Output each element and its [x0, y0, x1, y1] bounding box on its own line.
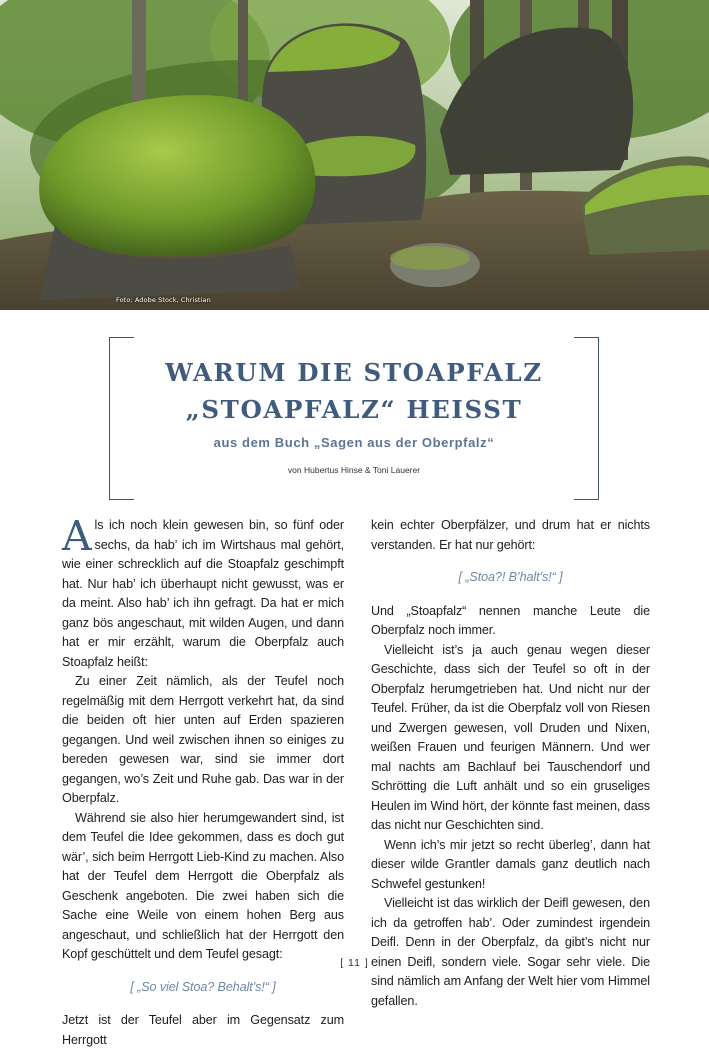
header-photo — [0, 0, 709, 310]
forest-rocks-illustration — [0, 0, 709, 310]
paragraph: Und „Stoapfalz“ nennen manche Leute die Oberpfalz noch immer. — [371, 603, 650, 637]
paragraph: Vielleicht ist’s ja auch genau wegen dieser Geschichte, dass sich der Teufel so oft in der Oberpfalz herumgetrieben hat. Und nicht nur der Teufel. Früher, da ist die Oberpfalz voll von Riesen und Zwergen gewesen, voll Druden und Nixen, weißen Frauen und feurigen Männern. Und wer mal nachts am Bachlauf bei Tauschendorf und Schrötting die Luft anhält und so ein gruseliges Heulen im Wind hört, der könnte fast meinen, dass das nicht nur Geschichten sind. — [371, 642, 650, 832]
paragraph: Wenn ich’s mir jetzt so recht überleg’, dann hat dieser wilde Grantler damals ganz deutlich nach Schwefel gestunken! — [371, 837, 650, 891]
paragraph: Zu einer Zeit nämlich, als der Teufel noch regelmäßig mit dem Herrgott verkehrt hat, da sind die beiden oft hier unten auf Erden spazieren gegangen. Und weil zwischen ihnen so einiges zu bereden gewesen war, sind sie immer dort gegangen, wo’s Zeit und Ruhe gab. Das war in der Oberpfalz. — [62, 674, 344, 805]
article-authors: von Hubertus Hinse & Toni Lauerer — [287, 465, 421, 475]
quote: [ „Stoa?! B’halt’s!“ ] — [458, 570, 563, 584]
page-number: [ 11 ] — [340, 957, 369, 969]
right-column — [371, 516, 650, 1011]
paragraph: kein echter Oberpfälzer, und drum hat er nichts verstanden. Er hat nur gehört: — [371, 518, 650, 552]
paragraph: Jetzt ist der Teufel aber im Gegensatz zum Herrgott — [62, 1013, 344, 1047]
paragraph — [62, 512, 344, 672]
frame-gap-top — [134, 332, 574, 344]
drop-cap: A — [62, 512, 92, 560]
article-title-line-2: „STOAPFALZ“ HEISST — [185, 395, 523, 424]
article-title-line-1: WARUM DIE STOAPFALZ — [165, 358, 543, 387]
paragraph: Vielleicht ist das wirklich der Deifl gewesen, den ich da getroffen hab’. Oder zumindest irgendein Deifl. Denn in der Oberpfalz, da gibt’s nicht nur einen Deifl, sondern viele. Sogar sehr viele. Die sind nämlich am Anfang der Welt hier vom Himmel gefallen. — [371, 896, 650, 1008]
quote: [ „So viel Stoa? Behalt’s!“ ] — [130, 979, 276, 994]
paragraph-text: ls ich noch klein gewesen bin, so fünf oder sechs, da hab’ ich im Wirtshaus mal gehört, wie einer schrecklich auf die Stoapfalz geschimpft hat. Nur hab’ ich überhaupt nicht gewusst, was er da meint. Also hab’ ich ihn gefragt. Da hat er mich ganz bös angeschaut, mit wilden Augen, und dann hat er mir erzählt, warum die Oberpfalz auch Stoapfalz heißt: — [62, 518, 344, 669]
photo-credit: Foto: Adobe Stock, Christian — [116, 296, 211, 304]
frame-gap-bottom — [134, 494, 574, 506]
left-column — [62, 512, 344, 1050]
paragraph: Während sie also hier herumgewandert sind, ist dem Teufel die Idee gekommen, dass es doch gut wär’, sich beim Herrgott Lieb-Kind zu machen. Also hat der Teufel dem Herrgott die Oberpfalz als Geschenk angeboten. Die zwei haben sich die Sache eine Weile von einem hohen Berg aus angeschaut, und schließlich hat der Herrgott den Kopf geschüttelt und dem Teufel gesagt: — [62, 810, 344, 961]
article-subtitle: aus dem Buch „Sagen aus der Oberpfalz“ — [213, 435, 495, 450]
